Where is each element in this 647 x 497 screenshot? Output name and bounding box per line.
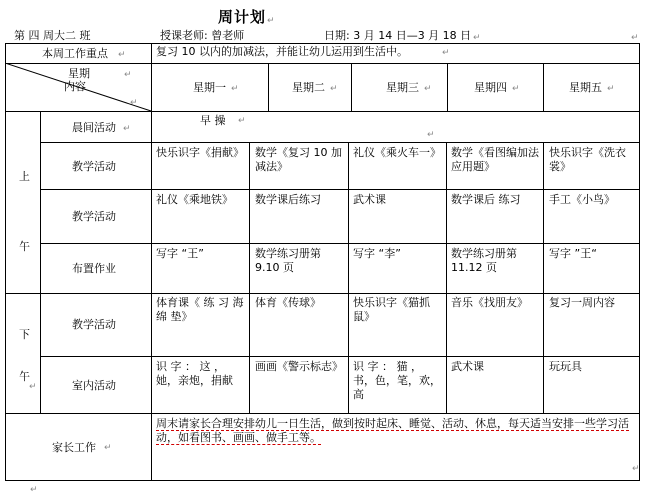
schedule-cell: 数学《看图编加法应用题》: [451, 146, 539, 173]
schedule-cell: 快乐识字《洗衣裳》: [549, 146, 626, 173]
schedule-cell: 体育《传球》: [255, 296, 321, 309]
schedule-cell: 数学练习册第 11.12 页: [451, 247, 517, 274]
row-label-indoor: 室内活动: [72, 379, 116, 392]
focus-text: 复习 10 以内的加减法，并能让幼儿运用到生活中。: [156, 45, 408, 58]
paragraph-mark: ↵: [238, 116, 246, 126]
paragraph-mark: ↵: [631, 33, 639, 43]
schedule-cell: 音乐《找朋友》: [451, 296, 528, 309]
paragraph-mark: ↵: [442, 48, 450, 58]
rule: [40, 111, 41, 413]
day-header: 星期五: [569, 81, 602, 94]
schedule-cell: 手工《小鸟》: [549, 193, 615, 206]
rule: [268, 63, 269, 111]
paragraph-mark: ↵: [231, 84, 239, 94]
schedule-cell: 武术课: [353, 193, 386, 206]
day-header: 星期二: [292, 81, 325, 94]
paragraph-mark: ↵: [130, 98, 138, 108]
paragraph-mark: ↵: [473, 33, 481, 43]
rule: [446, 142, 447, 413]
table-border-bottom: [5, 480, 639, 481]
paragraph-mark: ↵: [427, 130, 435, 140]
schedule-cell: 快乐识字《猫抓鼠》: [353, 296, 430, 323]
schedule-cell: 数学《复习 10 加减法》: [255, 146, 342, 173]
day-header: 星期四: [474, 81, 507, 94]
corner-label-day: 星期: [68, 67, 90, 80]
schedule-cell: 数学课后练习: [255, 193, 321, 206]
rule: [5, 413, 639, 414]
paragraph-mark: ↵: [124, 70, 132, 80]
section-am-1: 上: [19, 170, 30, 183]
section-pm-2: 午: [19, 370, 30, 383]
schedule-cell: 数学课后 练习: [451, 193, 521, 206]
class-label: 第 四 周大二 班: [14, 29, 91, 42]
day-header: 星期一: [193, 81, 226, 94]
paragraph-mark: ↵: [512, 84, 520, 94]
page-title: 周计划: [218, 8, 267, 26]
section-pm-1: 下: [19, 328, 30, 341]
row-label-parents: 家长工作: [52, 441, 96, 454]
schedule-cell: 数学练习册第 9.10 页: [255, 247, 321, 274]
paragraph-mark: ↵: [330, 84, 338, 94]
paragraph-mark: ↵: [118, 50, 126, 60]
row-label-morning: 晨间活动: [72, 121, 116, 134]
paragraph-mark: ↵: [607, 84, 615, 94]
row-label-teach-pm: 教学活动: [72, 318, 116, 331]
row-label-homework: 布置作业: [72, 262, 116, 275]
paragraph-mark: ↵: [29, 382, 37, 392]
schedule-cell: 画画《警示标志》: [255, 360, 343, 373]
morning-text: 早 操: [200, 114, 226, 127]
schedule-cell: 识 字 ： 猫 ， 书，色，笔，欢，高: [353, 360, 441, 401]
schedule-cell: 写字 ”王“: [549, 247, 597, 260]
rule: [40, 189, 639, 190]
table-border-top: [5, 43, 639, 44]
schedule-cell: 快乐识字《捐献》: [156, 146, 244, 159]
date-label: 日期: 3 月 14 日—3 月 18 日: [324, 29, 472, 42]
rule: [40, 243, 639, 244]
parents-text: 周末请家长合理安排幼儿一日生活，做到按时起床、睡觉、活动、休息，每天适当安排一些学习活动，如看图书、画画、做手工等。: [156, 417, 629, 444]
paragraph-mark: ↵: [424, 84, 432, 94]
schedule-cell: 体育课《 练 习 海 绵 垫》: [156, 296, 244, 323]
section-am-2: 午: [19, 240, 30, 253]
paragraph-mark: ↵: [632, 464, 640, 474]
rule: [40, 142, 639, 143]
rule: [543, 142, 544, 413]
rule: [351, 63, 352, 111]
rule: [447, 63, 448, 111]
rule: [249, 142, 250, 413]
schedule-cell: 礼仪《乘火车一》: [353, 146, 441, 159]
paragraph-mark: ↵: [104, 443, 112, 453]
rule: [543, 63, 544, 111]
row-label-teach-am: 教学活动: [72, 160, 116, 173]
day-header: 星期三: [386, 81, 419, 94]
rule: [40, 356, 639, 357]
schedule-cell: 识 字 ： 这 ， 她，亲炮，捐献: [156, 360, 233, 387]
schedule-cell: 武术课: [451, 360, 484, 373]
corner-label-content: 内容: [64, 80, 86, 93]
focus-label: 本周工作重点: [42, 47, 108, 60]
teacher-label: 授课老师: 曾老师: [160, 29, 245, 42]
rule: [348, 142, 349, 413]
schedule-cell: 玩玩具: [549, 360, 582, 373]
schedule-cell: 写字 “李”: [353, 247, 401, 260]
paragraph-mark: ↵: [123, 124, 131, 134]
paragraph-mark: ↵: [30, 485, 38, 495]
schedule-cell: 礼仪《乘地铁》: [156, 193, 233, 206]
paragraph-mark: ↵: [267, 16, 275, 26]
schedule-cell: 写字 “王”: [156, 247, 204, 260]
table-border-right: [639, 43, 640, 481]
row-label-teach-am2: 教学活动: [72, 210, 116, 223]
schedule-cell: 复习一周内容: [549, 296, 615, 309]
